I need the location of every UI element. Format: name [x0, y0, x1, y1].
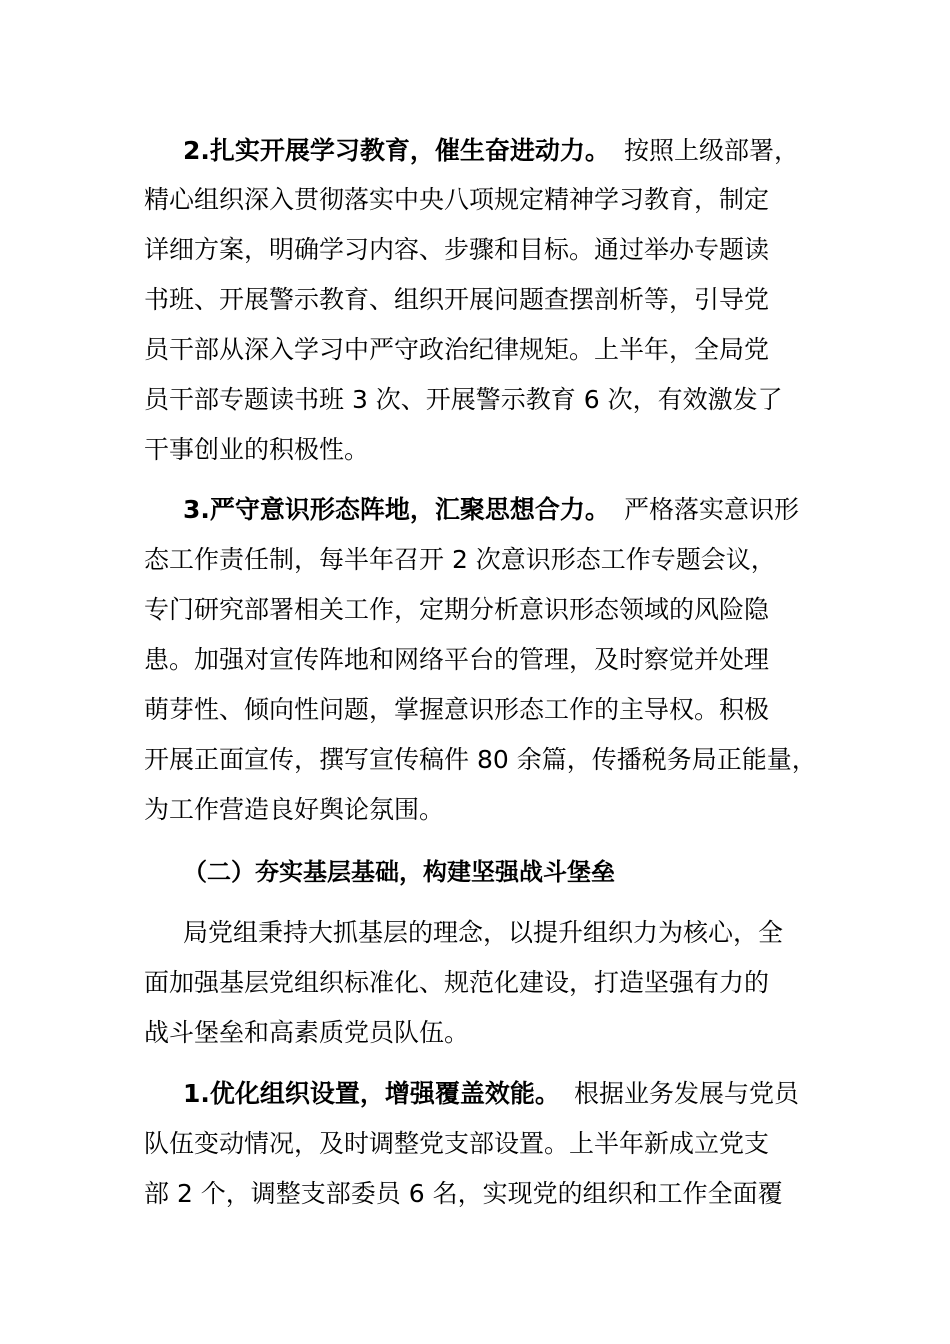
- paragraph-text: 面加强基层党组织标准化、规范化建设，打造坚强有力的: [144, 968, 770, 997]
- paragraph-text: 严格落实意识形: [624, 495, 800, 524]
- section-subheading: （二）夯实基层基础，构建坚强战斗堡垒: [183, 858, 615, 886]
- paragraph-line: [0, 180, 950, 220]
- paragraph-text: 萌芽性、倾向性问题，掌握意识形态工作的主导权。积极: [144, 695, 770, 724]
- paragraph-line: [0, 1074, 950, 1114]
- paragraph-text: 书班、开展警示教育、组织开展问题查摆剖析等，引导党: [144, 285, 770, 314]
- paragraph-text: 患。加强对宣传阵地和网络平台的管理，及时察觉并处理: [144, 645, 770, 674]
- paragraph-line: [0, 280, 950, 320]
- paragraph-text: 员干部从深入学习中严守政治纪律规矩。上半年，全局党: [144, 335, 770, 364]
- paragraph-line: [0, 913, 950, 953]
- paragraph-text: 干事创业的积极性。: [144, 435, 370, 464]
- paragraph-line: [0, 790, 950, 830]
- section-lead-heading: 1.优化组织设置，增强覆盖效能。: [183, 1079, 560, 1108]
- paragraph-line: [0, 330, 950, 370]
- paragraph-line: [0, 380, 950, 420]
- section-lead-heading: 2.扎实开展学习教育，催生奋进动力。: [183, 136, 610, 165]
- paragraph-line: [0, 1124, 950, 1164]
- paragraph-text: 战斗堡垒和高素质党员队伍。: [144, 1018, 470, 1047]
- paragraph-text: 开展正面宣传，撰写宣传稿件 80 余篇，传播税务局正能量，: [144, 745, 817, 774]
- paragraph-line: [0, 540, 950, 580]
- paragraph-line: [0, 640, 950, 680]
- section-lead-heading: 3.严守意识形态阵地，汇聚思想合力。: [183, 495, 610, 524]
- paragraph-line: [0, 230, 950, 270]
- paragraph-text: 详细方案，明确学习内容、步骤和目标。通过举办专题读: [144, 235, 770, 264]
- paragraph-text: 精心组织深入贯彻落实中央八项规定精神学习教育，制定: [144, 185, 770, 214]
- paragraph-line: [0, 430, 950, 470]
- paragraph-text: 员干部专题读书班 3 次、开展警示教育 6 次，有效激发了: [144, 385, 783, 414]
- paragraph-line: [0, 852, 950, 892]
- paragraph-text: 态工作责任制，每半年召开 2 次意识形态工作专题会议，: [144, 545, 776, 574]
- paragraph-text: 部 2 个，调整支部委员 6 名，实现党的组织和工作全面覆: [144, 1179, 783, 1208]
- paragraph-line: [0, 590, 950, 630]
- paragraph-text: 队伍变动情况，及时调整党支部设置。上半年新成立党支: [144, 1129, 770, 1158]
- paragraph-line: [0, 1013, 950, 1053]
- paragraph-text: 按照上级部署，: [624, 136, 800, 165]
- paragraph-line: [0, 690, 950, 730]
- paragraph-text: 专门研究部署相关工作，定期分析意识形态领域的风险隐: [144, 595, 770, 624]
- paragraph-text: 局党组秉持大抓基层的理念，以提升组织力为核心，全: [183, 918, 784, 947]
- paragraph-line: [0, 740, 950, 780]
- paragraph-line: [0, 490, 950, 530]
- paragraph-line: [0, 1174, 950, 1214]
- paragraph-line: [0, 131, 950, 171]
- paragraph-text: 为工作营造良好舆论氛围。: [144, 795, 445, 824]
- paragraph-text: 根据业务发展与党员: [574, 1079, 800, 1108]
- paragraph-line: [0, 963, 950, 1003]
